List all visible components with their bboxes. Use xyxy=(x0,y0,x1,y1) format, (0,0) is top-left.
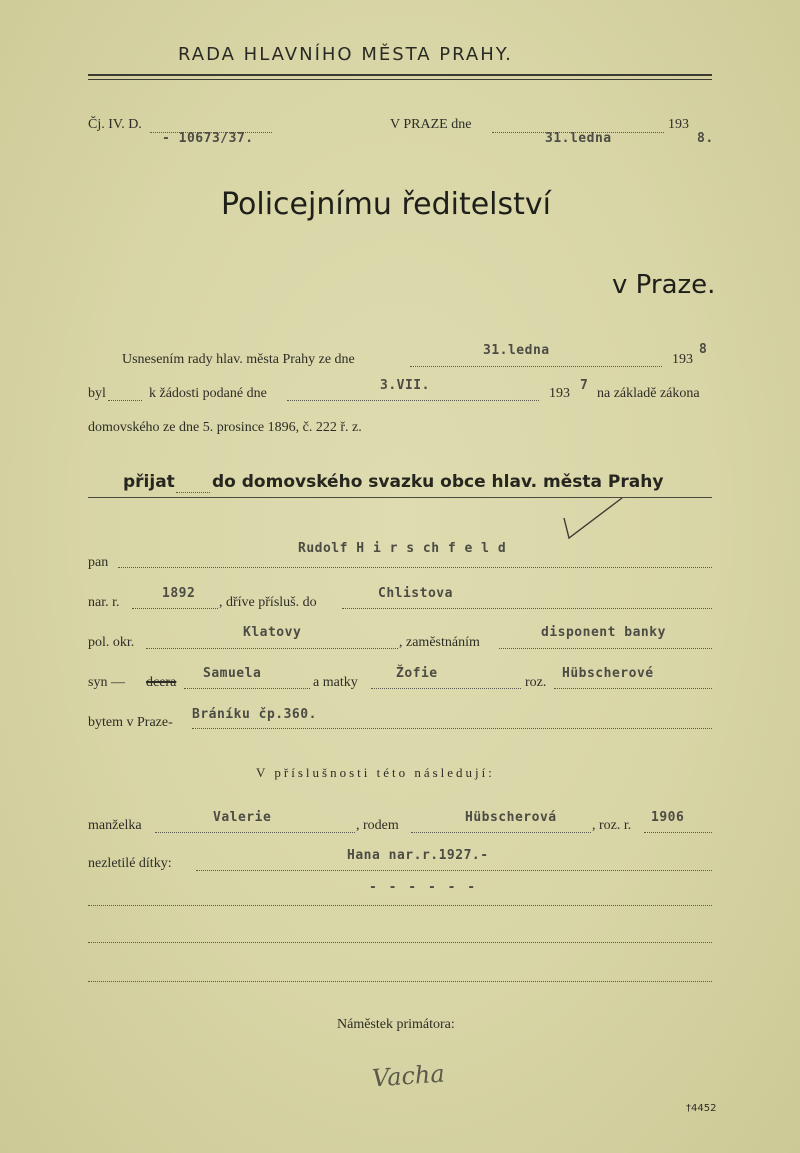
address-value: Bráníku čp.360. xyxy=(192,707,317,722)
date-value: 31.ledna xyxy=(545,131,612,146)
formerly-label: , dříve přísluš. do xyxy=(219,595,317,610)
byl-label: byl xyxy=(88,386,106,401)
formerly-dots xyxy=(342,608,712,609)
council-title: RADA HLAVNÍHO MĚSTA PRAHY. xyxy=(178,44,513,65)
request-year-value: 7 xyxy=(580,378,589,393)
district-dots xyxy=(146,648,398,649)
father-dots xyxy=(184,688,310,689)
place-date-label: V PRAZE dne xyxy=(390,117,472,132)
byl-dots xyxy=(108,400,142,401)
deputy-signature: Vacha xyxy=(371,1059,446,1093)
children-value: Hana nar.r.1927.- xyxy=(347,848,489,863)
mother-born-label: roz. xyxy=(525,675,547,690)
wife-born-label: , roz. r. xyxy=(592,818,632,833)
wife-label: manželka xyxy=(88,818,142,833)
born-dots xyxy=(132,608,218,609)
deputy-label: Náměstek primátora: xyxy=(337,1017,455,1032)
children-dots xyxy=(196,870,712,871)
pencil-check-mark-icon xyxy=(560,494,630,544)
occupation-value: disponent banky xyxy=(541,625,666,640)
ref-value: - 10673/37. xyxy=(162,131,254,146)
recipient-line1: Policejnímu ředitelství xyxy=(221,187,551,222)
mother-value: Žofie xyxy=(396,666,438,681)
person-name: Rudolf H i r s ch f e l d xyxy=(298,541,507,556)
mother-born-value: Hübscherové xyxy=(562,666,654,681)
year-value: 8. xyxy=(697,131,714,146)
year-label: 193 xyxy=(668,117,689,132)
law-label-1: na základě zákona xyxy=(597,386,700,401)
address-label: bytem v Praze- xyxy=(88,715,173,730)
father-value: Samuela xyxy=(203,666,262,681)
wife-born-dots xyxy=(644,832,712,833)
request-date: 3.VII. xyxy=(380,378,430,393)
recipient-line2: v Praze. xyxy=(612,270,716,300)
formerly-value: Chlistova xyxy=(378,586,453,601)
occupation-label: , zaměstnáním xyxy=(399,635,480,650)
request-label: k žádosti podané dne xyxy=(149,386,267,401)
resolution-year: 193 xyxy=(672,352,693,367)
address-dots xyxy=(192,728,712,729)
mother-label: a matky xyxy=(313,675,358,690)
district-label: pol. okr. xyxy=(88,635,135,650)
wife-dots xyxy=(155,832,355,833)
mother-born-dots xyxy=(554,688,712,689)
accepted-word: přijat xyxy=(123,472,175,492)
ref-label: Čj. IV. D. xyxy=(88,117,142,132)
request-dots xyxy=(287,400,539,401)
pan-label: pan xyxy=(88,555,109,570)
header-rule-top xyxy=(88,74,712,76)
wife-nee-label: , rodem xyxy=(356,818,399,833)
resolution-dots xyxy=(410,366,662,367)
district-value: Klatovy xyxy=(243,625,302,640)
resolution-label: Usnesením rady hlav. města Prahy ze dne xyxy=(122,352,355,367)
resolution-date: 31.ledna xyxy=(483,343,550,358)
wife-born-value: 1906 xyxy=(651,810,685,825)
blank-line-2 xyxy=(88,942,712,943)
pan-dots xyxy=(118,567,712,568)
blank-line-3 xyxy=(88,981,712,982)
header-rule-bottom xyxy=(88,79,712,80)
followers-heading: V příslušnosti této následují: xyxy=(256,765,495,780)
wife-nee-value: Hübscherová xyxy=(465,810,557,825)
accepted-dots xyxy=(176,492,210,493)
born-label: nar. r. xyxy=(88,595,120,610)
blank-line-1 xyxy=(88,905,712,906)
wife-nee-dots xyxy=(411,832,591,833)
daughter-crossed: dcera xyxy=(146,675,177,690)
children-label: nezletilé dítky: xyxy=(88,856,172,871)
son-label: syn — xyxy=(88,675,125,690)
form-number: †4452 xyxy=(686,1103,717,1114)
admission-text: do domovského svazku obce hlav. města Prahy xyxy=(212,472,664,492)
wife-value: Valerie xyxy=(213,810,272,825)
request-year: 193 xyxy=(549,386,570,401)
resolution-year-value: 8 xyxy=(699,342,708,357)
law-label-2: domovského ze dne 5. prosince 1896, č. 222 ř. z. xyxy=(88,420,362,435)
mother-dots xyxy=(371,688,521,689)
occupation-dots xyxy=(499,648,712,649)
born-value: 1892 xyxy=(162,586,196,601)
children-dashes: - - - - - - xyxy=(369,880,478,895)
